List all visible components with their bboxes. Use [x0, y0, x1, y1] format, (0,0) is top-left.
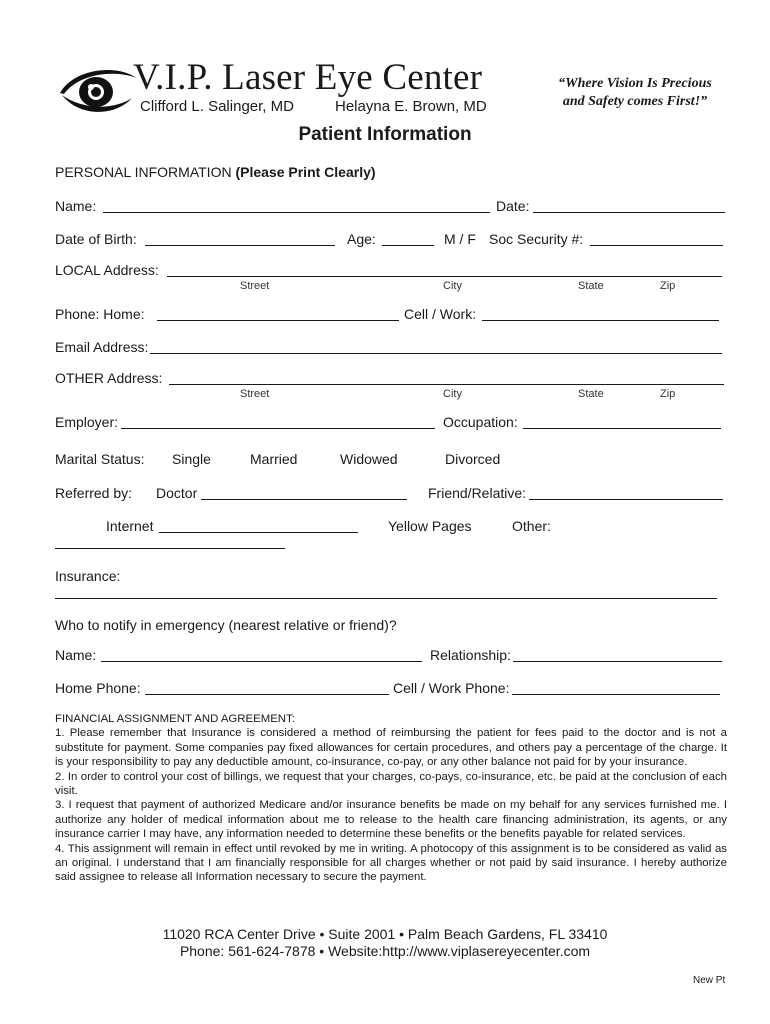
email-label: Email Address: [55, 339, 149, 355]
doctor-name-brown: Helayna E. Brown, MD [335, 98, 487, 115]
local-zip-caption: Zip [660, 280, 676, 292]
relationship-label: Relationship: [430, 647, 511, 663]
emergency-home-phone-label: Home Phone: [55, 680, 141, 696]
local-city-caption: City [443, 280, 462, 292]
referral-friend-label: Friend/Relative: [428, 485, 527, 501]
employer-field[interactable] [121, 428, 435, 429]
dob-field[interactable] [145, 245, 335, 246]
local-address-field[interactable] [167, 276, 722, 277]
age-label: Age: [347, 231, 376, 247]
marital-option-divorced[interactable]: Divorced [445, 451, 501, 467]
financial-item-3: 3. I request that payment of authorized Medicare and/or insurance benefits be made on my behalf for any services furnished me. I authorize any holder of medical information about me to release to the health care financing administration, its agents, or any insurance carrier I may have, any information needed to determine these benefits or the benefits payable for related services. [55, 799, 727, 841]
slogan-line-2: and Safety comes First!” [562, 94, 708, 109]
emergency-cell-phone-label: Cell / Work Phone: [393, 680, 510, 696]
financial-heading: FINANCIAL ASSIGNMENT AND AGREEMENT: [55, 713, 295, 725]
date-label: Date: [496, 198, 530, 214]
other-zip-caption: Zip [660, 388, 676, 400]
referral-doctor-label: Doctor [156, 485, 198, 501]
other-street-caption: Street [240, 388, 270, 400]
financial-agreement [55, 712, 727, 885]
local-state-caption: State [578, 280, 604, 292]
insurance-label: Insurance: [55, 568, 121, 584]
clinic-name: V.I.P. Laser Eye Center [133, 57, 483, 98]
other-address-field[interactable] [169, 384, 724, 385]
personal-info-heading-note: (Please Print Clearly) [235, 164, 376, 180]
referral-friend-field[interactable] [529, 499, 723, 500]
name-label: Name: [55, 198, 97, 214]
marital-option-widowed[interactable]: Widowed [340, 451, 398, 467]
employer-label: Employer: [55, 414, 119, 430]
occupation-field[interactable] [523, 428, 721, 429]
local-address-label: LOCAL Address: [55, 262, 159, 278]
emergency-name-field[interactable] [101, 661, 422, 662]
emergency-name-label: Name: [55, 647, 97, 663]
slogan-line-1: “Where Vision Is Precious [558, 76, 712, 91]
doctor-name-salinger: Clifford L. Salinger, MD [140, 98, 294, 115]
referral-internet-field[interactable] [159, 532, 358, 533]
referral-other-label: Other: [512, 518, 551, 534]
referred-by-label: Referred by: [55, 485, 133, 501]
referral-other-field[interactable] [55, 548, 285, 549]
slogan [540, 75, 730, 111]
footer-address: 11020 RCA Center Drive • Suite 2001 • Palm Beach Gardens, FL 33410 [162, 926, 608, 942]
occupation-label: Occupation: [443, 414, 518, 430]
financial-item-2: 2. In order to control your cost of billings, we request that your charges, co-pays, co-insurance, etc. be paid at the conclusion of each visit. [55, 770, 727, 798]
referral-doctor-field[interactable] [201, 499, 407, 500]
phone-home-field[interactable] [157, 320, 399, 321]
emergency-question: Who to notify in emergency (nearest relative or friend)? [55, 617, 397, 633]
email-field[interactable] [150, 353, 722, 354]
insurance-field[interactable] [55, 598, 717, 599]
financial-item-1: 1. Please remember that Insurance is considered a method of reimbursing the patient for fees paid to the doctor and is not a substitute for payment. Some companies pay fixed allowances for certain procedures, and others pay a percentage of the charge. It is your responsibility to pay any deductible amount, co-insurance, co-pay, or any other balance not paid for by your insurance. [55, 727, 727, 769]
phone-home-label: Phone: Home: [55, 306, 145, 322]
other-city-caption: City [443, 388, 462, 400]
ssn-label: Soc Security #: [489, 231, 584, 247]
dob-label: Date of Birth: [55, 231, 137, 247]
referral-yellow-pages-label[interactable]: Yellow Pages [388, 518, 472, 534]
emergency-cell-phone-field[interactable] [512, 694, 720, 695]
page-title: Patient Information [298, 124, 472, 145]
marital-option-single[interactable]: Single [172, 451, 211, 467]
age-field[interactable] [382, 245, 434, 246]
footer-contact: Phone: 561-624-7878 • Website:http://www.viplasereyecenter.com [179, 943, 591, 959]
other-state-caption: State [578, 388, 604, 400]
sex-option[interactable]: M / F [444, 231, 476, 247]
personal-info-heading-text: PERSONAL INFORMATION [55, 164, 232, 180]
personal-info-heading [55, 164, 376, 180]
cell-work-field[interactable] [482, 320, 719, 321]
marital-status-label: Marital Status: [55, 451, 145, 467]
relationship-field[interactable] [513, 661, 722, 662]
referral-internet-label: Internet [106, 518, 154, 534]
eye-logo-icon [56, 62, 138, 120]
form-code: New Pt [693, 975, 726, 986]
local-street-caption: Street [240, 280, 270, 292]
name-field[interactable] [103, 212, 490, 213]
financial-item-4: 4. This assignment will remain in effect until revoked by me in writing. A photocopy of this assignment is to be considered as valid as an original. I understand that I am financially responsible for all charges whether or not paid by said insurance. I hereby authorize said assignee to release all Information necessary to secure the payment. [55, 842, 727, 884]
other-address-label: OTHER Address: [55, 370, 163, 386]
ssn-field[interactable] [590, 245, 723, 246]
cell-work-label: Cell / Work: [404, 306, 477, 322]
marital-option-married[interactable]: Married [250, 451, 298, 467]
emergency-home-phone-field[interactable] [145, 694, 389, 695]
date-field[interactable] [533, 212, 725, 213]
